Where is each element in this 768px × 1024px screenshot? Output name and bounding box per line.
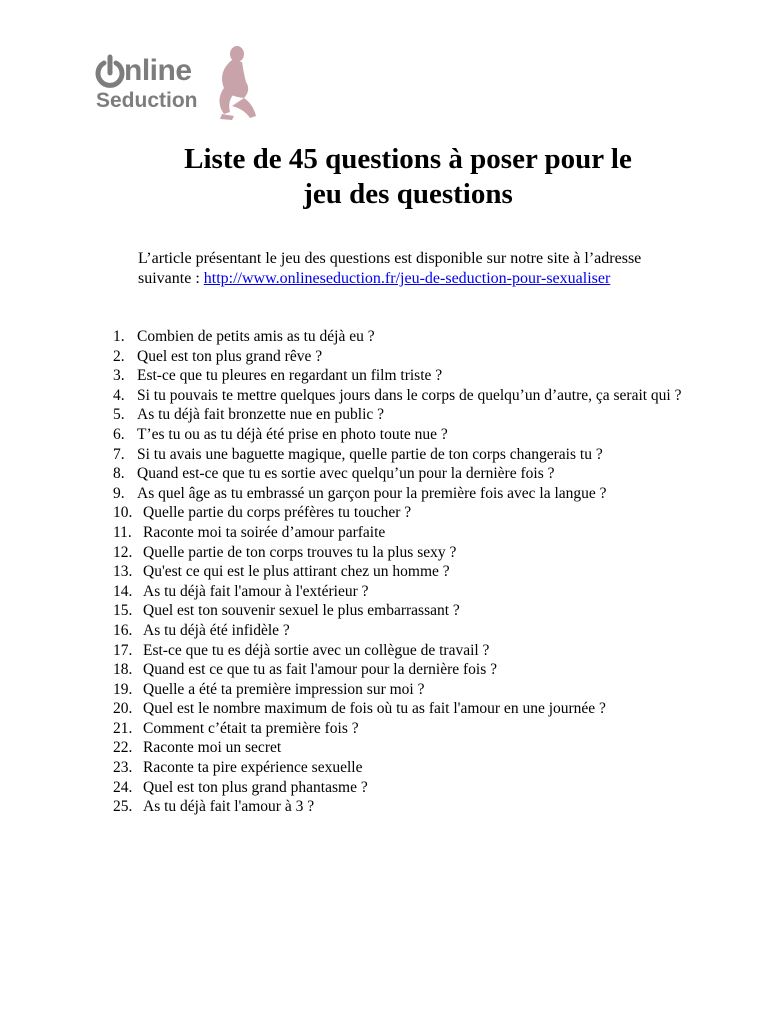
question-number: 23. [113, 759, 133, 777]
question-item [113, 523, 683, 543]
question-number: 7. [113, 445, 125, 463]
question-number: 13. [113, 563, 133, 581]
question-text: Quelle partie du corps préfères tu toucher ? [143, 504, 412, 522]
question-number: 12. [113, 543, 133, 561]
question-number: 19. [113, 680, 133, 698]
question-text: As quel âge as tu embrassé un garçon pour la première fois avec la langue ? [137, 484, 607, 502]
question-number: 21. [113, 719, 133, 737]
question-item [113, 582, 683, 602]
question-item [113, 445, 683, 465]
woman-silhouette-icon [220, 46, 257, 120]
article-link[interactable]: http://www.onlineseduction.fr/jeu-de-seduction-pour-sexualiser [203, 270, 611, 287]
question-number: 6. [113, 425, 125, 443]
logo-text-seduction: Seduction [96, 89, 198, 112]
question-text: Raconte ta pire expérience sexuelle [143, 759, 363, 777]
question-number: 8. [113, 465, 125, 483]
logo-text-online: nline [124, 54, 192, 87]
title-line-1: Liste de 45 questions à poser pour le [184, 143, 632, 175]
question-number: 4. [113, 386, 125, 404]
question-item [113, 601, 683, 621]
question-text: Est-ce que tu es déjà sortie avec un collègue de travail ? [143, 641, 490, 659]
question-text: T’es tu ou as tu déjà été prise en photo toute nue ? [137, 425, 448, 443]
question-text: Raconte moi ta soirée d’amour parfaite [143, 523, 386, 541]
question-number: 16. [113, 621, 133, 639]
question-number: 10. [113, 504, 133, 522]
question-item [113, 405, 683, 425]
question-text: Quel est ton plus grand rêve ? [137, 347, 323, 365]
question-item [113, 621, 683, 641]
question-item [113, 719, 683, 739]
questions-list [113, 327, 683, 817]
question-number: 22. [113, 739, 133, 757]
question-number: 14. [113, 582, 133, 600]
question-item [113, 797, 683, 817]
question-text: Qu'est ce qui est le plus attirant chez un homme ? [143, 563, 450, 581]
question-number: 25. [113, 798, 133, 816]
question-text: Quelle a été ta première impression sur moi ? [143, 680, 425, 698]
power-icon [98, 57, 122, 85]
question-text: Quand est-ce que tu es sortie avec quelqu’un pour la dernière fois ? [137, 465, 555, 483]
question-text: Combien de petits amis as tu déjà eu ? [137, 328, 375, 345]
question-item [113, 562, 683, 582]
question-item [113, 660, 683, 680]
question-text: As tu déjà fait bronzette nue en public ? [137, 406, 385, 424]
question-number: 17. [113, 641, 133, 659]
question-item [113, 425, 683, 445]
document-title [100, 142, 716, 212]
question-text: Raconte moi un secret [143, 739, 282, 757]
question-number: 2. [113, 347, 125, 365]
question-text: Est-ce que tu pleures en regardant un film triste ? [137, 367, 443, 385]
question-text: As tu déjà été infidèle ? [143, 621, 290, 639]
question-item [113, 503, 683, 523]
question-text: Si tu avais une baguette magique, quelle partie de ton corps changerais tu ? [137, 445, 603, 463]
question-item [113, 738, 683, 758]
question-item [113, 543, 683, 563]
question-text: Quand est ce que tu as fait l'amour pour la dernière fois ? [143, 661, 497, 679]
question-item [113, 386, 683, 406]
question-number: 9. [113, 484, 125, 502]
question-number: 11. [113, 523, 132, 541]
question-text: Quelle partie de ton corps trouves tu la plus sexy ? [143, 543, 457, 561]
question-item [113, 347, 683, 367]
question-number: 5. [113, 406, 125, 424]
question-item [113, 680, 683, 700]
question-text: As tu déjà fait l'amour à 3 ? [143, 798, 315, 816]
question-text: As tu déjà fait l'amour à l'extérieur ? [143, 582, 369, 600]
title-line-2: jeu des questions [303, 178, 513, 210]
question-item [113, 699, 683, 719]
question-item [113, 484, 683, 504]
question-item [113, 778, 683, 798]
question-item [113, 641, 683, 661]
question-text: Quel est ton plus grand phantasme ? [143, 778, 368, 796]
question-number: 3. [113, 367, 125, 385]
question-text: Si tu pouvais te mettre quelques jours dans le corps de quelqu’un d’autre, ça serait qui ? [137, 386, 682, 404]
question-item [113, 758, 683, 778]
question-text: Comment c’était ta première fois ? [143, 719, 359, 737]
question-item [113, 464, 683, 484]
intro-text: L’article présentant le jeu des questions est disponible sur notre site à l’adresse suivante : [138, 250, 642, 287]
question-number: 1. [113, 328, 125, 345]
intro-paragraph [138, 249, 678, 289]
question-text: Quel est ton souvenir sexuel le plus embarrassant ? [143, 602, 460, 620]
online-seduction-logo [94, 44, 264, 124]
question-number: 20. [113, 700, 133, 718]
question-number: 24. [113, 778, 133, 796]
question-number: 18. [113, 661, 133, 679]
question-item [113, 327, 683, 347]
question-item [113, 366, 683, 386]
question-text: Quel est le nombre maximum de fois où tu as fait l'amour en une journée ? [143, 700, 606, 718]
question-number: 15. [113, 602, 133, 620]
